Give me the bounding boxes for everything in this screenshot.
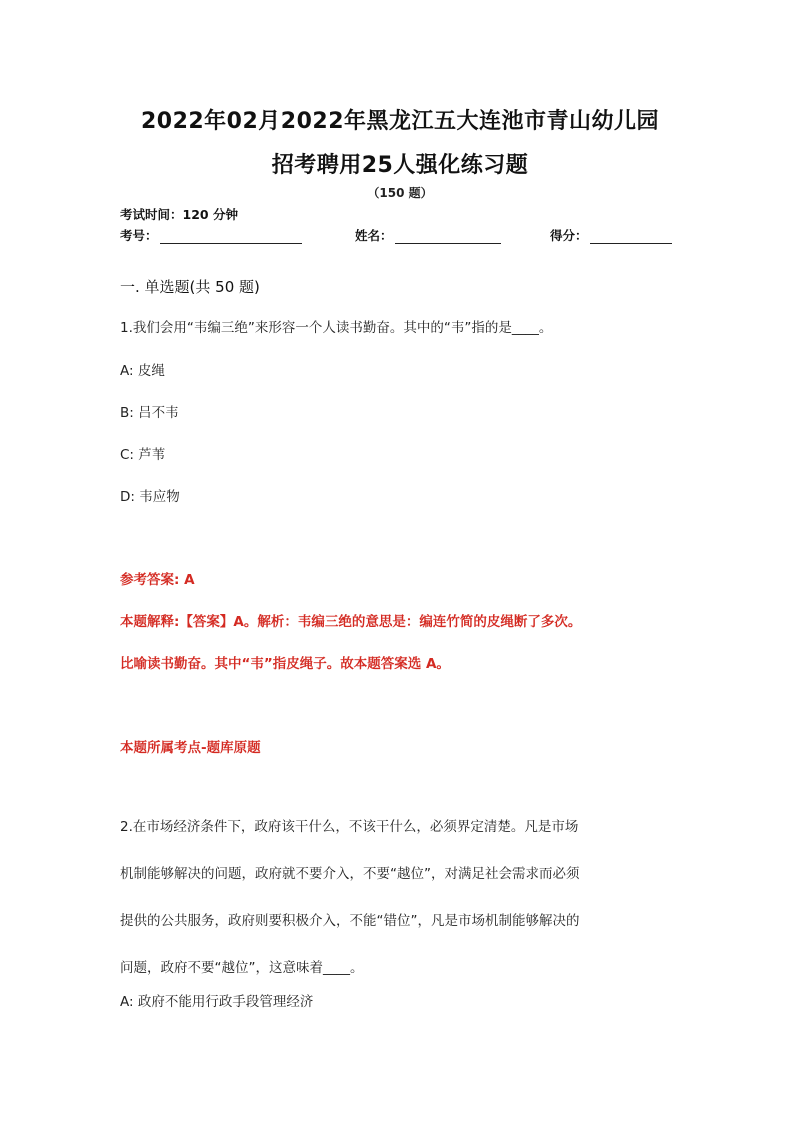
name-field bbox=[355, 226, 501, 244]
question-1-answer: 参考答案: A bbox=[120, 572, 195, 588]
score-blank bbox=[590, 231, 672, 244]
question-1-explanation-line-2: 比喻读书勤奋。其中“韦”指皮绳子。故本题答案选 A。 bbox=[120, 656, 450, 672]
question-2-option-a: A: 政府不能用行政手段管理经济 bbox=[120, 994, 314, 1010]
question-1-explanation-line-1: 本题解释:【答案】A。解析：韦编三绝的意思是：编连竹简的皮绳断了多次。 bbox=[120, 614, 582, 630]
section-title: 一. 单选题(共 50 题) bbox=[120, 278, 260, 296]
question-2-line: 问题，政府不要“越位”，这意味着____。 bbox=[120, 960, 364, 976]
page-title-line-1: 2022年02月2022年黑龙江五大连池市青山幼儿园 bbox=[140, 109, 660, 134]
name-blank bbox=[395, 231, 501, 244]
question-2-text bbox=[120, 820, 690, 1008]
name-label: 姓名： bbox=[355, 228, 393, 243]
question-1-option-d: D: 韦应物 bbox=[120, 489, 180, 505]
score-field bbox=[550, 226, 672, 244]
exam-number-label: 考号： bbox=[120, 228, 158, 243]
question-2-line: 提供的公共服务，政府则要积极介入，不能“错位”，凡是市场机制能够解决的 bbox=[120, 913, 580, 929]
question-1-option-b: B: 吕不韦 bbox=[120, 405, 179, 421]
question-1-option-c: C: 芦苇 bbox=[120, 447, 166, 463]
score-label: 得分： bbox=[550, 228, 588, 243]
question-2-line: 机制能够解决的问题，政府就不要介入，不要“越位”，对满足社会需求而必须 bbox=[120, 866, 580, 882]
exam-number-blank bbox=[160, 231, 302, 244]
question-1-knowledge-point: 本题所属考点-题库原题 bbox=[120, 740, 261, 756]
exam-number-field bbox=[120, 226, 302, 244]
page-title-line-2: 招考聘用25人强化练习题 bbox=[271, 153, 529, 178]
question-1-text: 1.我们会用“韦编三绝”来形容一个人读书勤奋。其中的“韦”指的是____。 bbox=[120, 320, 553, 336]
exam-time: 考试时间：120 分钟 bbox=[120, 207, 238, 222]
question-count: （150 题） bbox=[367, 186, 433, 200]
question-2-line: 2.在市场经济条件下，政府该干什么，不该干什么，必须界定清楚。凡是市场 bbox=[120, 819, 579, 835]
question-1-option-a: A: 皮绳 bbox=[120, 363, 165, 379]
